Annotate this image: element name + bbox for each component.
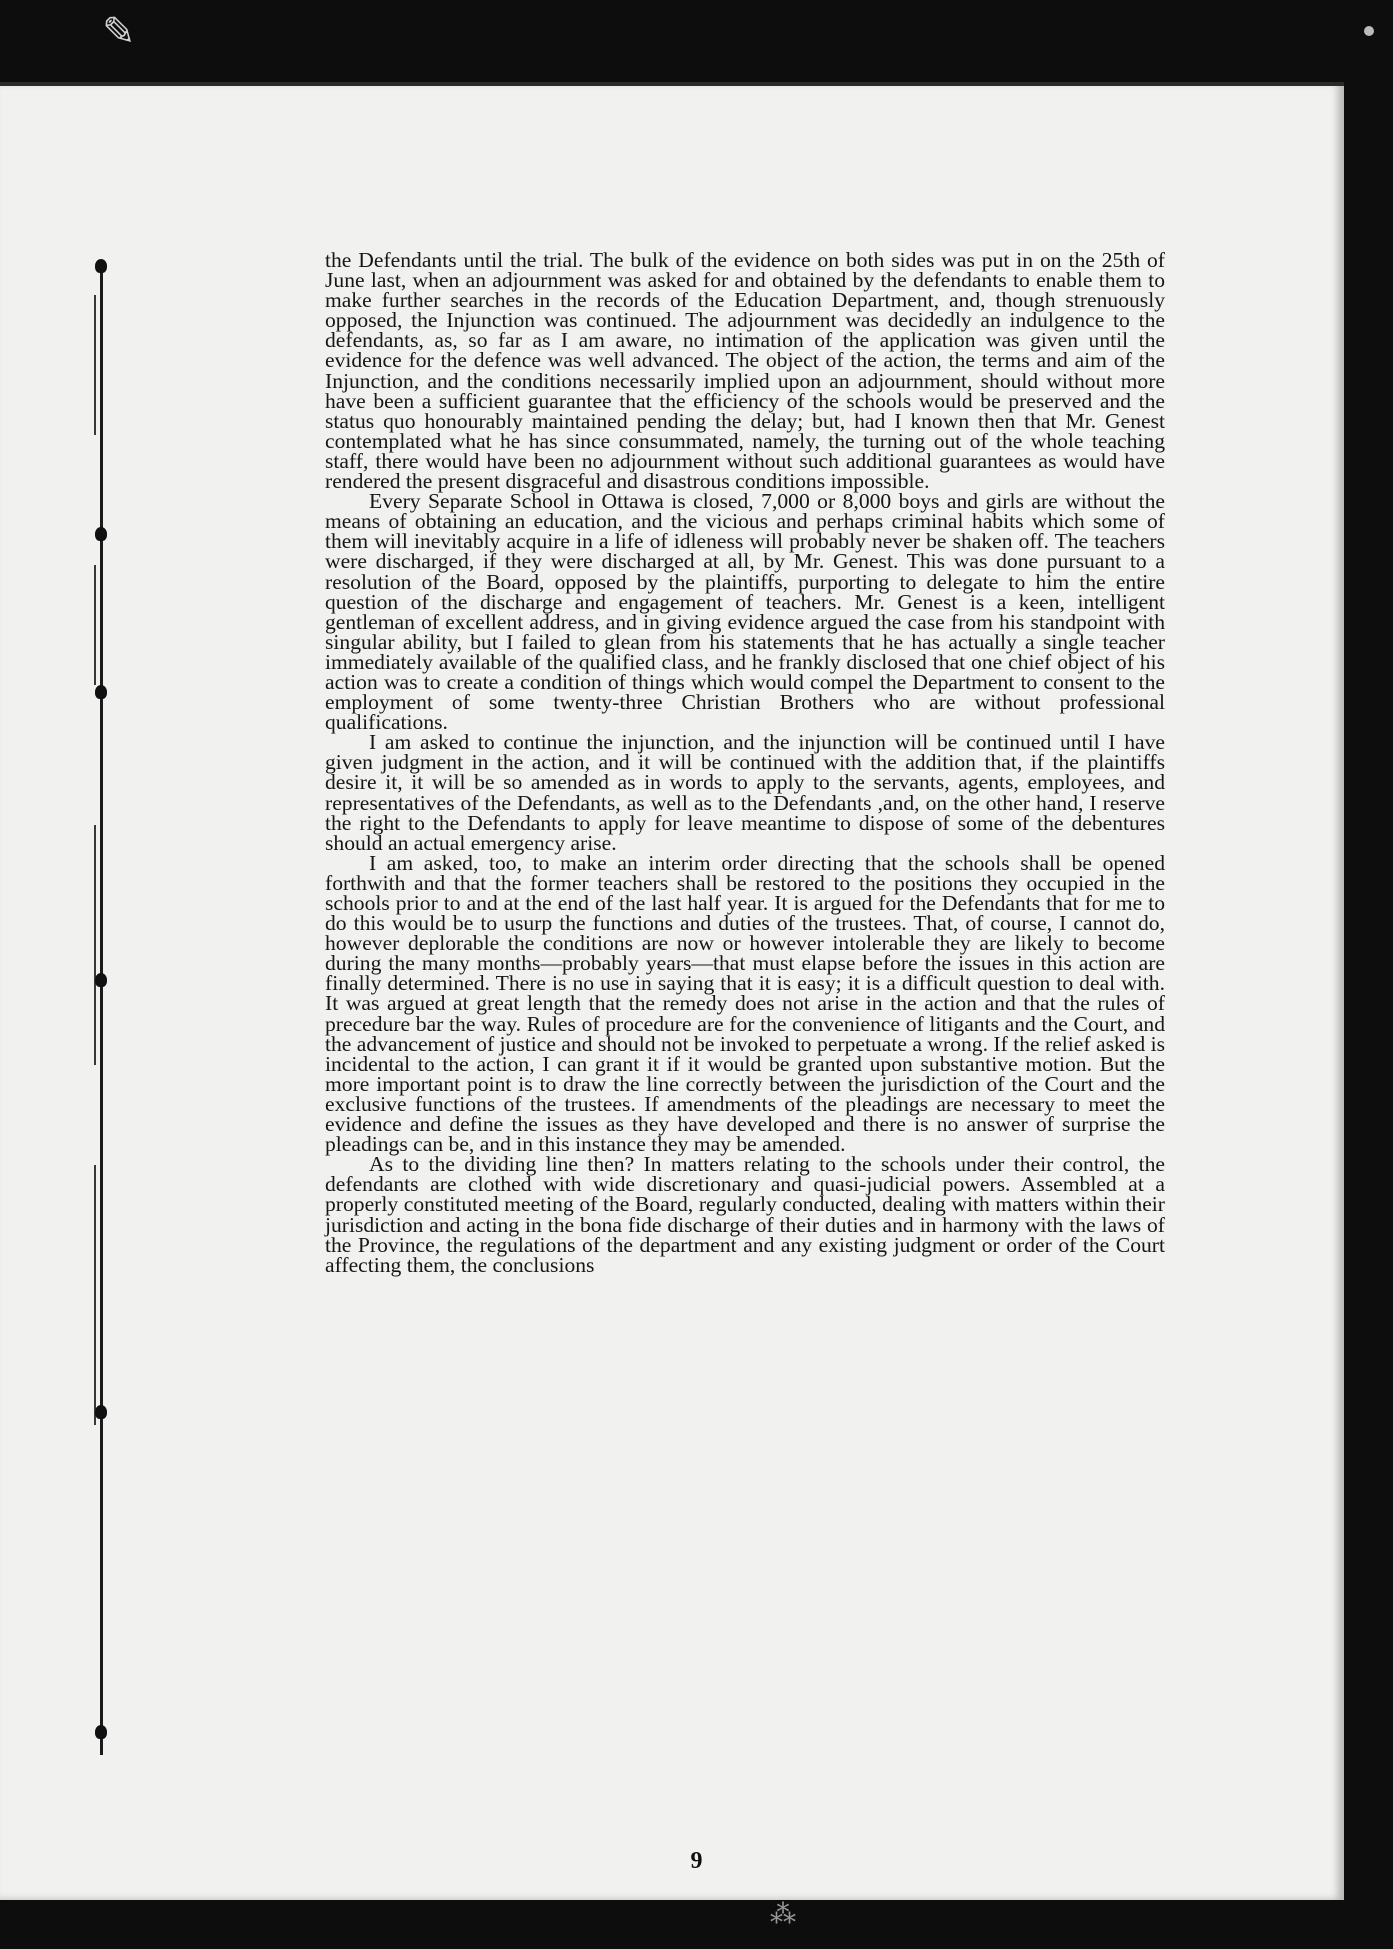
binding-knot [95, 1405, 107, 1419]
binding-knot [95, 1725, 107, 1739]
binding-thread [94, 825, 96, 1065]
paragraph-5: As to the dividing line then? In matters relating to the schools under their control, the defendants are clothed with wide discretionary and quasi-judicial powers. Assembled at a properly constituted meeting of the Board, regularly conducted, dealing with matters within their jurisdiction and acting in the bona fide discharge of their duties and in harmony with the laws of the Province, the regulations of the department and any existing judgment or order of the Court affecting them, the conclusions [325, 1152, 1165, 1277]
binding-thread [94, 1165, 96, 1425]
binding-thread [94, 295, 96, 435]
binding-knot [95, 685, 107, 699]
page-number: 9 [690, 1848, 703, 1874]
paragraph-4: I am asked, too, to make an interim order directing that the schools shall be opened forthwith and that the former teachers shall be restored to the positions they occupied in the schools prior to and at the end of the last half year. It is argued for the Defendants that for me to do this would be to usurp the functions and duties of the trustees. That, of course, I cannot do, however deplorable the conditions are now or however intolerable they are likely to become during the many months—probably years—that must elapse before the issues in this action are finally determined. There is no use in saying that it is easy; it is a difficult question to deal with. It was argued at great length that the remedy does not arise in the action and that the rules of precedure bar the way. Rules of procedure are for the convenience of litigants and the Court, and the advancement of justice and should not be invoked to perpetuate a wrong. If the relief asked is incidental to the action, I can grant it if it would be granted upon substantive motion. But the more important point is to draw the line correctly between the jurisdiction of the Court and the exclusive functions of the trustees. If amendments of the pleadings are necessary to meet the evidence and define the issues as they have developed and there is no answer of surprise the pleadings can be, and in this instance they may be amended. [325, 850, 1165, 1157]
binding-knot [95, 527, 107, 541]
binding-thread [94, 565, 96, 685]
body-text [325, 250, 1165, 1275]
paragraph-3: I am asked to continue the injunction, and the injunction will be continued until I have given judgment in the action, and it will be continued with the addition that, if the plaintiffs desire it, it will be so amended as in words to apply to the servants, agents, employees, and representatives of the Defendants, as well as to the Defendants ,and, on the other hand, I reserve the right to the Defendants to apply for leave meantime to dispose of some of the debentures should an actual emergency arise. [325, 730, 1165, 855]
page-top-edge [0, 82, 1344, 86]
binding-stitches [92, 265, 112, 1755]
scan-bottom-marks: ⁂ [770, 1900, 796, 1929]
binding-knot [95, 259, 107, 273]
paragraph-1: the Defendants until the trial. The bulk of the evidence on both sides was put in on the 25th of June last, when an adjournment was asked for and obtained by the defendants to enable them to make further searches in the records of the Education Department, and, though strenuously opposed, the Injunction was continued. The adjournment was decidedly an indulgence to the defendants, as, so far as I am aware, no intimation of the application was given until the evidence for the defence was well advanced. The object of the action, the terms and aim of the Injunction, and the conditions necessarily implied upon an adjournment, should without more have been a sufficient guarantee that the efficiency of the schools would be preserved and the status quo honourably maintained pending the delay; but, had I known then that Mr. Genest contemplated what he has since consummated, namely, the turning out of the whole teaching staff, there would have been no adjournment without such additional guarantees as would have rendered the present disgraceful and disastrous conditions impossible. [325, 248, 1165, 494]
scan-dust-mark [1364, 26, 1374, 36]
binding-knot [95, 973, 107, 987]
binding-rail [100, 265, 103, 1755]
paragraph-2: Every Separate School in Ottawa is closed, 7,000 or 8,000 boys and girls are without the means of obtaining an education, and the vicious and perhaps criminal habits which some of them will inevitably acquire in a life of idleness will probably never be shaken off. The teachers were discharged, if they were discharged at all, by Mr. Genest. This was done pursuant to a resolution of the Board, opposed by the plaintiffs, purporting to delegate to him the entire question of the discharge and engagement of teachers. Mr. Genest is a keen, intelligent gentleman of excellent address, and in giving evidence argued the case from his standpoint with singular ability, but I failed to glean from his statements that he has actually a single teacher immediately available of the qualified class, and he frankly disclosed that one chief object of his action was to create a condition of things which would compel the Department to consent to the employment of some twenty-three Christian Brothers who are without professional qualifications. [325, 489, 1165, 735]
scan-smudge-mark: ✎ [102, 9, 136, 54]
